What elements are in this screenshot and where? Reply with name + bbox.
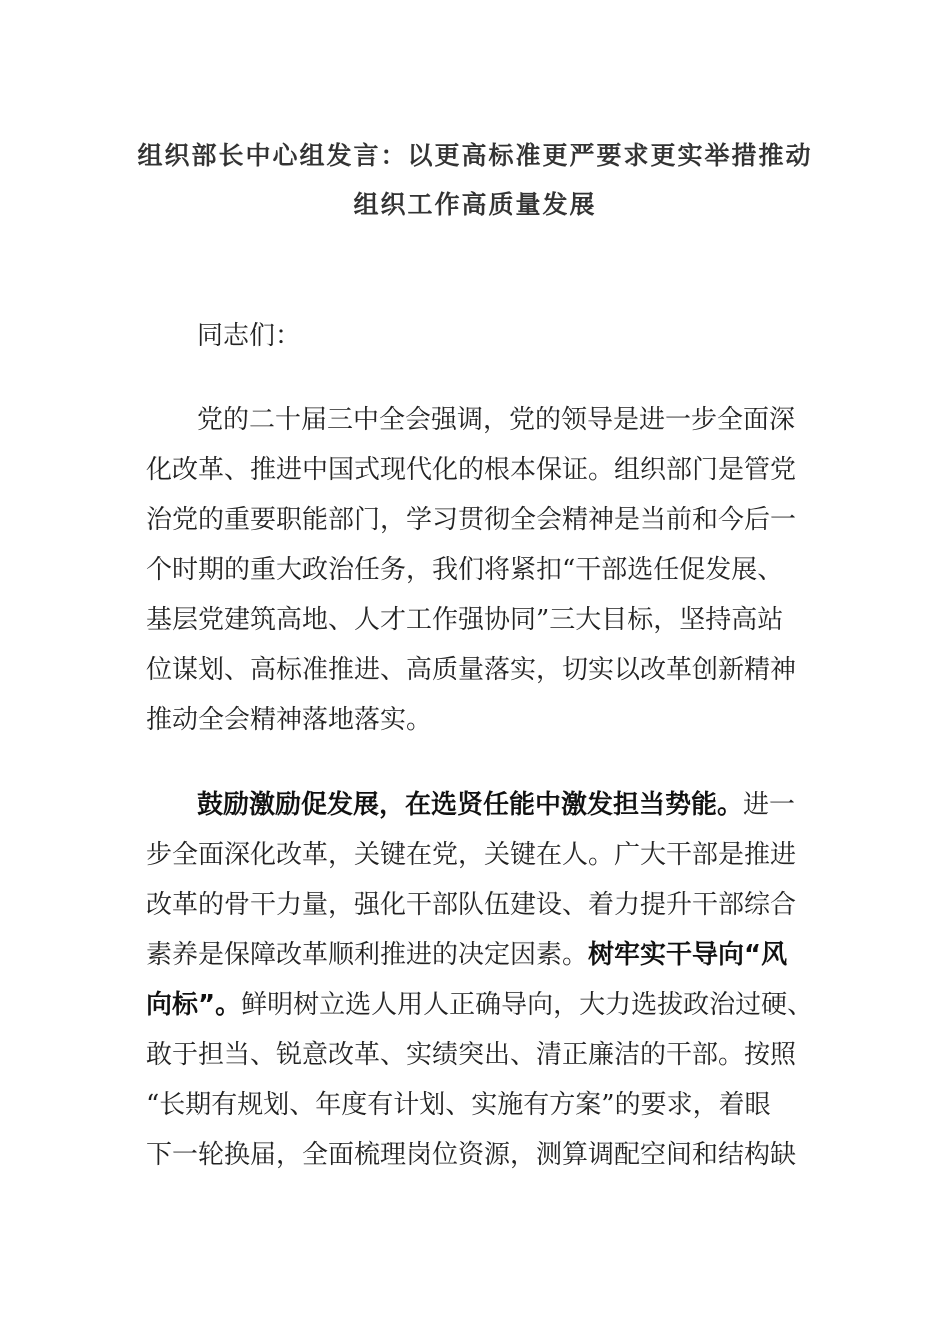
document-title-line-2: 组织工作高质量发展 [353,190,597,219]
salutation: 同志们： [197,321,302,351]
paragraph-2-line-6: 敢于担当、锐意改革、实绩突出、清正廉洁的干部。按照 [146,1040,797,1070]
paragraph-2-line-5 [146,990,813,1020]
paragraph-1-line-7: 推动全会精神落地落实。 [146,705,433,735]
paragraph-1-line-6: 位谋划、高标准推进、高质量落实，切实以改革创新精神 [146,655,797,685]
document-title-line-1: 组织部长中心组发言：以更高标准更严要求更实举措推动 [137,141,813,170]
subheading-emphasis-end: 向标”。 [146,990,242,1020]
paragraph-2-line-5-text: 鲜明树立选人用人正确导向，大力选拔政治过硬、 [241,990,814,1020]
paragraph-2-line-7: “长期有规划、年度有计划、实施有方案”的要求，着眼 [146,1090,771,1120]
paragraph-1-line-5: 基层党建筑高地、人才工作强协同”三大目标，坚持高站 [146,605,784,635]
paragraph-2-line-8: 下一轮换届，全面梳理岗位资源，测算调配空间和结构缺 [146,1140,797,1170]
paragraph-1-line-4: 个时期的重大政治任务，我们将紧扣“干部选任促发展、 [146,555,784,585]
paragraph-2-line-1-text: 进一 [743,790,796,820]
subheading-emphasis: 树牢实干导向“风 [588,940,788,970]
section-heading: 鼓励激励促发展，在选贤任能中激发担当势能。 [197,790,744,820]
paragraph-1-line-1: 党的二十届三中全会强调，党的领导是进一步全面深 [197,405,796,435]
paragraph-2-line-2: 步全面深化改革，关键在党，关键在人。广大干部是推进 [146,840,797,870]
paragraph-1-line-3: 治党的重要职能部门，学习贯彻全会精神是当前和今后一 [146,505,797,535]
paragraph-2-line-3: 改革的骨干力量，强化干部队伍建设、着力提升干部综合 [146,890,797,920]
paragraph-2-line-4-text: 素养是保障改革顺利推进的决定因素。 [146,940,589,970]
paragraph-2-line-4 [146,940,787,970]
paragraph-2-line-1 [197,790,795,820]
paragraph-1-line-2: 化改革、推进中国式现代化的根本保证。组织部门是管党 [146,455,797,485]
